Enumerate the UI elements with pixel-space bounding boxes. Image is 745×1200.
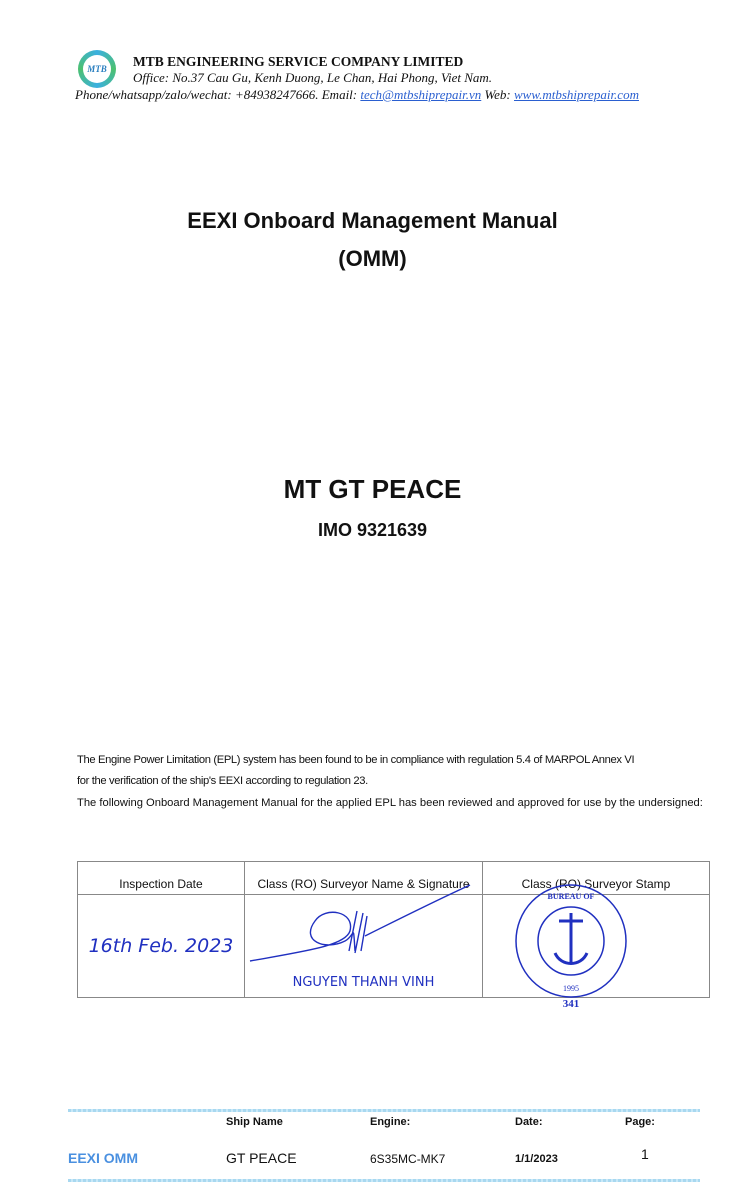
footer-divider-top [68, 1109, 700, 1112]
header-stamp: Class (RO) Surveyor Stamp [483, 862, 710, 895]
footer-label-date: Date: [515, 1116, 543, 1128]
footer-label-ship: Ship Name [226, 1116, 283, 1128]
company-logo: MTB [78, 50, 116, 88]
footer-label-page: Page: [625, 1116, 655, 1128]
svg-text:341: 341 [562, 998, 580, 1010]
header-surveyor: Class (RO) Surveyor Name & Signature [245, 862, 483, 895]
footer-date: 1/1/2023 [515, 1153, 558, 1165]
footer-engine: 6S35MC-MK7 [370, 1152, 446, 1166]
stamp [511, 883, 631, 1011]
document-title: EEXI Onboard Management Manual [187, 208, 558, 233]
document-subtitle: (OMM) [338, 246, 407, 271]
stamp-cell [483, 892, 710, 1010]
office-address: Office: No.37 Cau Gu, Kenh Duong, Le Chan, Hai Phong, Viet Nam. [133, 70, 493, 85]
footer-divider-bottom [68, 1179, 700, 1182]
compliance-statement: The Engine Power Limitation (EPL) system has been found to be in compliance with regulation 5.4 of MARPOL Annex VI for the verification of the ship's EEXI according to regulation 23. The following Onboard Management Manual for the applied EPL has been reviewed and approved for use by the undersigned: [77, 754, 703, 809]
footer-label-engine: Engine: [370, 1116, 411, 1128]
footer-ship-name: GT PEACE [226, 1150, 297, 1166]
inspection-date-cell [78, 895, 245, 998]
ship-name: MT GT PEACE [283, 474, 462, 504]
contact-line: Phone/whatsapp/zalo/wechat: +84938247666. Email: tech@mtbshiprepair.vn Web: www.mtbshiprepair.com [75, 87, 639, 102]
surveyor-name: NGUYEN THANH VINH [292, 975, 435, 990]
signature-cell [245, 895, 483, 998]
email-link[interactable]: tech@mtbshiprepair.vn [360, 87, 482, 102]
signature [245, 881, 483, 981]
svg-text:BUREAU OF: BUREAU OF [547, 892, 595, 901]
approval-table [77, 861, 710, 1010]
web-link[interactable]: www.mtbshiprepair.com [514, 87, 639, 102]
company-name: MTB ENGINEERING SERVICE COMPANY LIMITED [133, 54, 464, 69]
svg-text:1995: 1995 [563, 984, 579, 993]
header-inspection-date: Inspection Date [78, 862, 245, 895]
footer-doc-label: EEXI OMM [68, 1150, 139, 1166]
imo-number: IMO 9321639 [317, 520, 428, 540]
footer-page: 1 [641, 1146, 649, 1162]
inspection-date: 16th Feb. 2023 [88, 935, 234, 957]
